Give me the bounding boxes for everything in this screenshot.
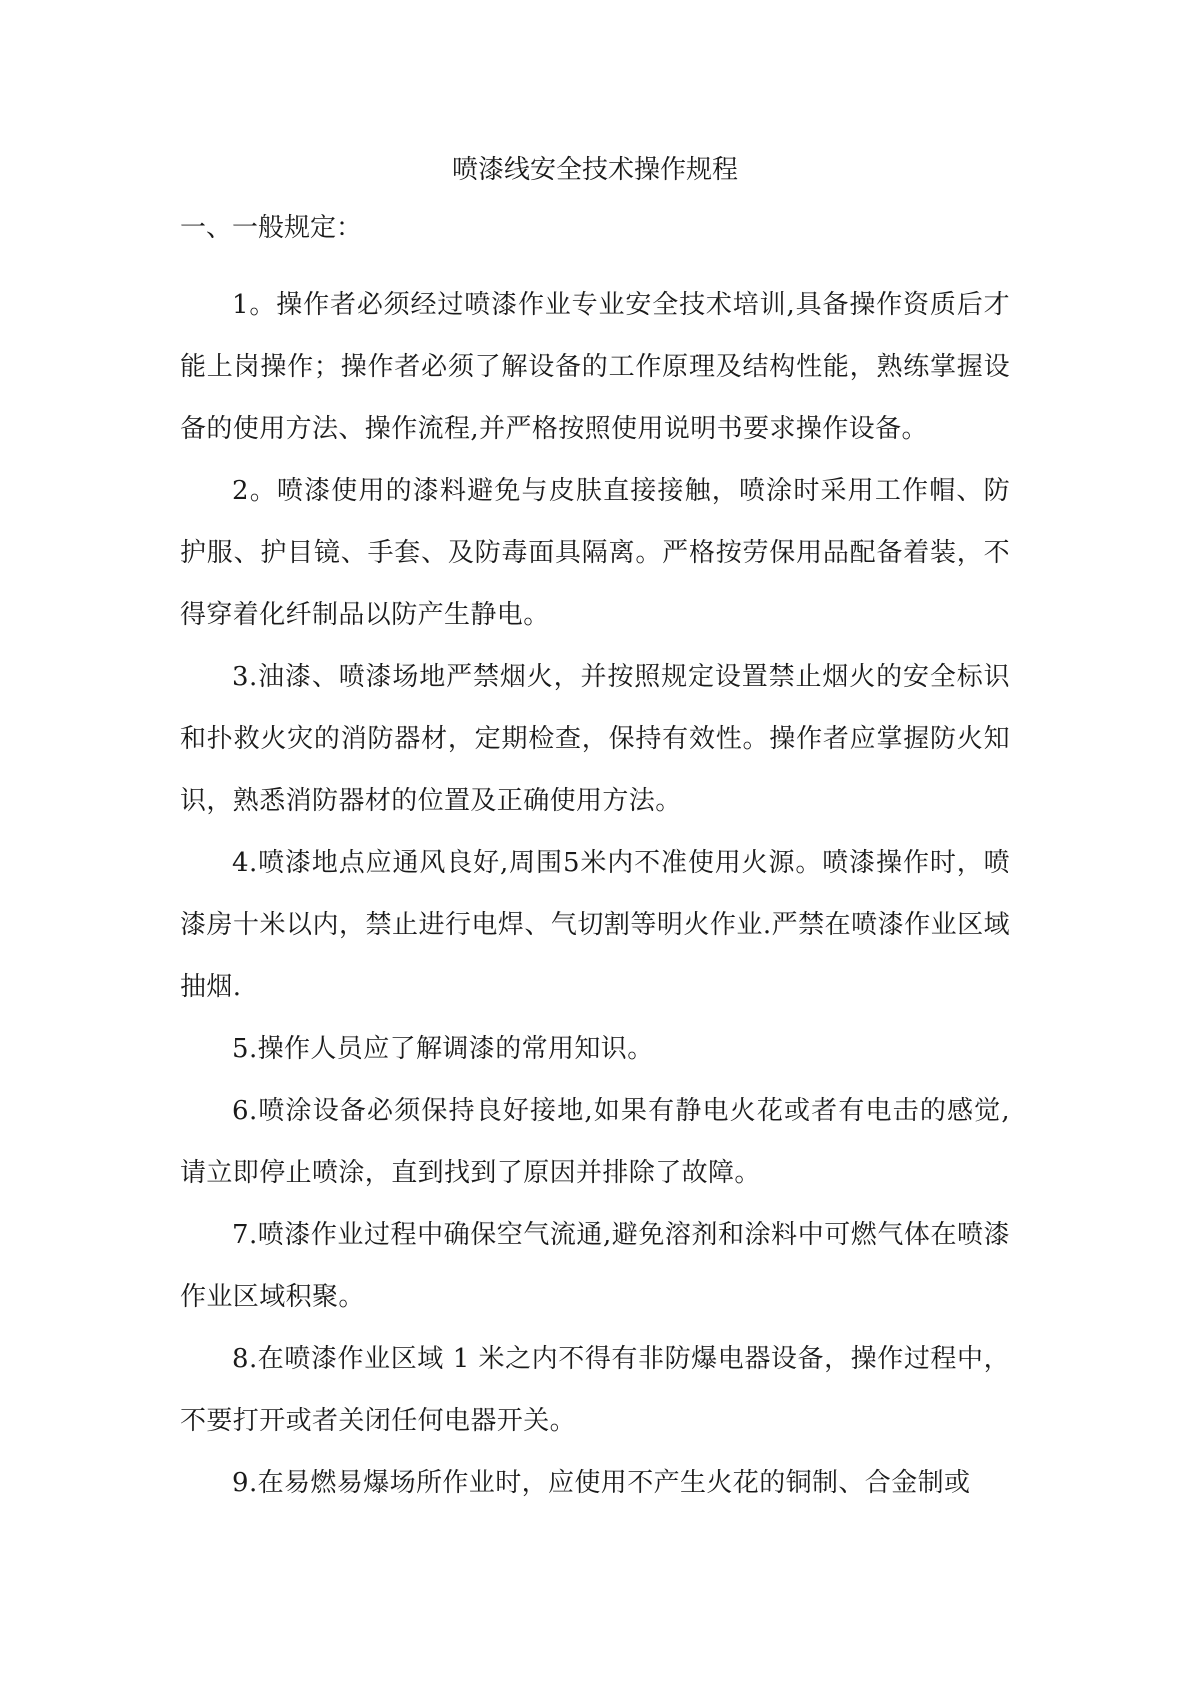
clause-6: 6.喷涂设备必须保持良好接地,如果有静电火花或者有电击的感觉,请立即停止喷涂，直到找到了原因并排除了故障。 xyxy=(180,1096,1010,1188)
clause-7: 7.喷漆作业过程中确保空气流通,避免溶剂和涂料中可燃气体在喷漆作业区域积聚。 xyxy=(180,1220,1010,1312)
clause-2: 2。喷漆使用的漆料避免与皮肤直接接触，喷涂时采用工作帽、防护服、护目镜、手套、及防毒面具隔离。严格按劳保用品配备着装，不得穿着化纤制品以防产生静电。 xyxy=(180,476,1010,630)
clause-9: 9.在易燃易爆场所作业时，应使用不产生火花的铜制、合金制或 xyxy=(232,1468,971,1498)
document-title: 喷漆线安全技术操作规程 xyxy=(451,155,738,185)
clause-8: 8.在喷漆作业区域 1 米之内不得有非防爆电器设备，操作过程中，不要打开或者关闭任何电器开关。 xyxy=(180,1344,1010,1436)
clause-1: 1。操作者必须经过喷漆作业专业安全技术培训,具备操作资质后才能上岗操作；操作者必须了解设备的工作原理及结构性能，熟练掌握设备的使用方法、操作流程,并严格按照使用说明书要求操作设备。 xyxy=(180,290,1010,444)
clause-3: 3.油漆、喷漆场地严禁烟火，并按照规定设置禁止烟火的安全标识和扑救火灾的消防器材，定期检查，保持有效性。操作者应掌握防火知识，熟悉消防器材的位置及正确使用方法。 xyxy=(180,662,1010,816)
clause-4: 4.喷漆地点应通风良好,周围5米内不准使用火源。喷漆操作时，喷漆房十米以内，禁止进行电焊、气切割等明火作业.严禁在喷漆作业区域抽烟. xyxy=(180,848,1010,1002)
clause-5: 5.操作人员应了解调漆的常用知识。 xyxy=(232,1034,654,1064)
section-heading: 一、一般规定： xyxy=(180,213,363,243)
document-page xyxy=(180,150,1010,1514)
